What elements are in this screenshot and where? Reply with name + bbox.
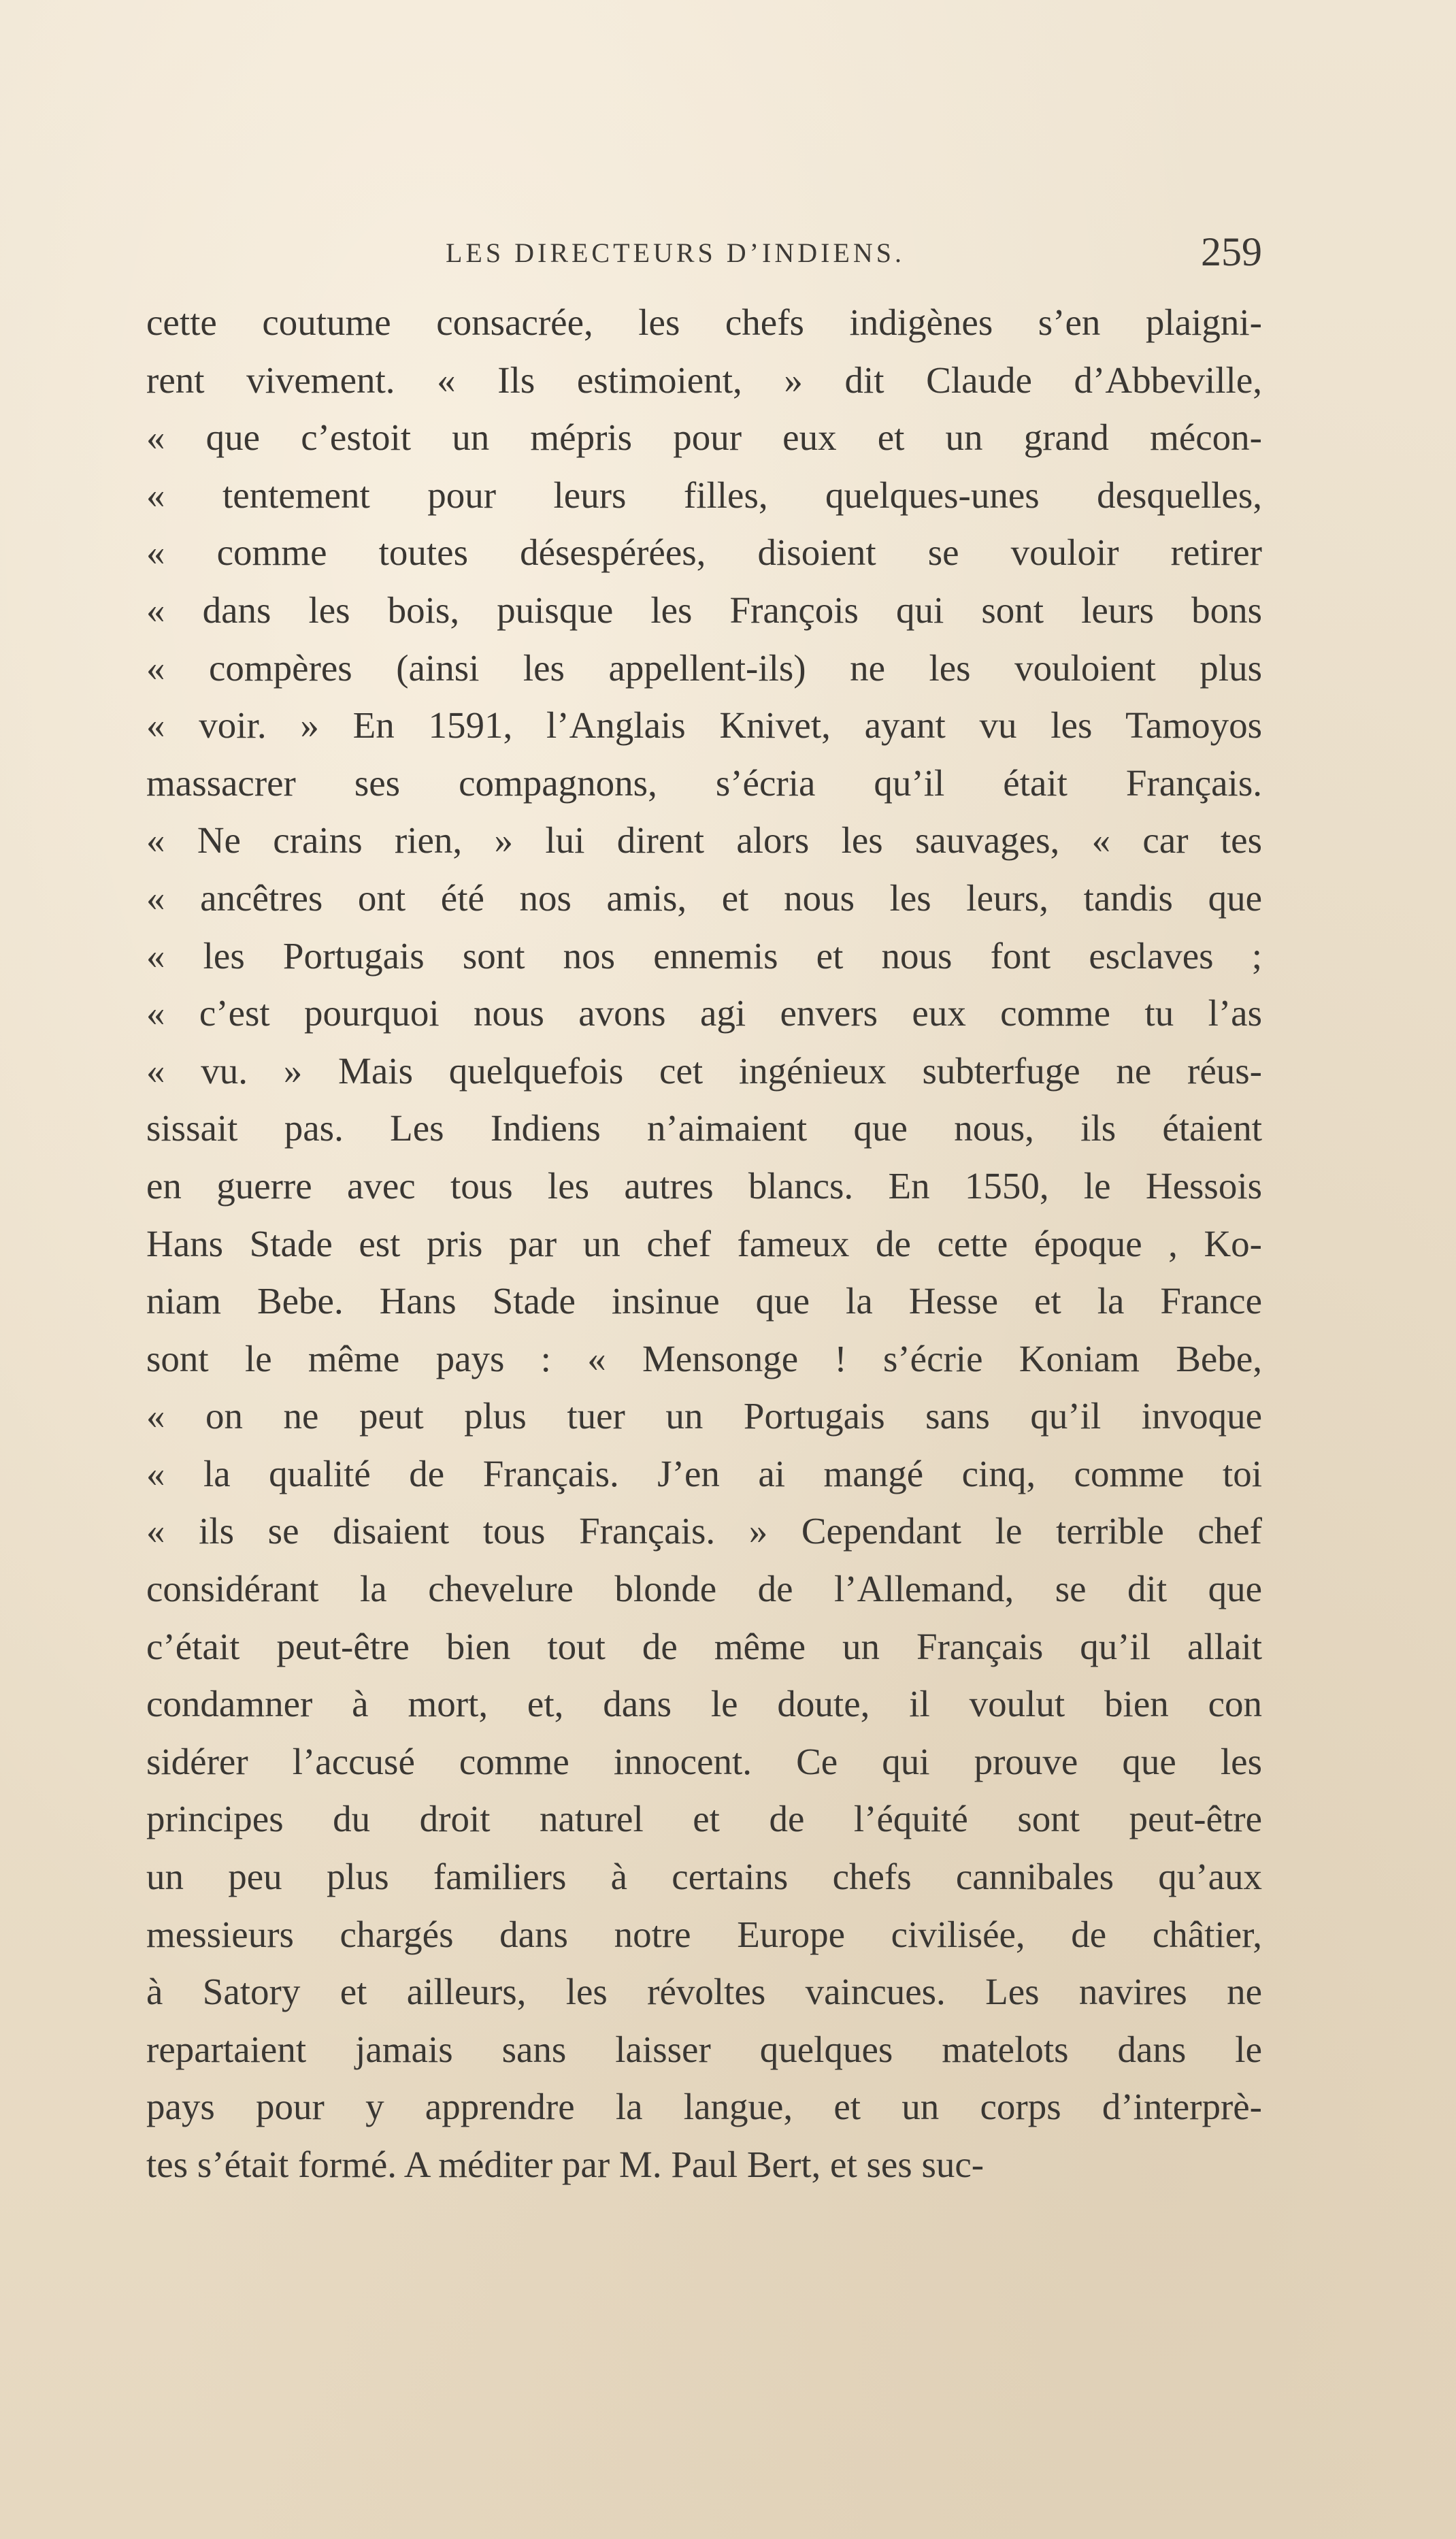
text-line: repartaient jamais sans laisser quelques matelots dans le [146, 2028, 1262, 2070]
text-line: massacrer ses compagnons, s’écria qu’il était Français. [146, 761, 1262, 804]
text-line: « ils se disaient tous Français. » Cependant le terrible chef [146, 1510, 1262, 1552]
text-line: pays pour y apprendre la langue, et un corps d’interprè- [146, 2086, 1262, 2128]
text-line: sissait pas. Les Indiens n’aimaient que nous, ils étaient [146, 1107, 1262, 1149]
text-line: « on ne peut plus tuer un Portugais sans qu’il invoque [146, 1395, 1262, 1437]
text-line: considérant la chevelure blonde de l’Allemand, se dit que [146, 1568, 1262, 1610]
text-line: « dans les bois, puisque les François qui sont leurs bons [146, 589, 1262, 631]
text-line: tes s’était formé. A méditer par M. Paul Bert, et ses suc- [146, 2144, 985, 2185]
text-line: un peu plus familiers à certains chefs cannibales qu’aux [146, 1856, 1262, 1898]
text-line: « c’est pourquoi nous avons agi envers eux comme tu l’as [146, 992, 1262, 1034]
text-line: « tentement pour leurs filles, quelques-unes desquelles, [146, 474, 1262, 516]
text-line: « vu. » Mais quelquefois cet ingénieux subterfuge ne réus- [146, 1049, 1262, 1092]
text-line: sont le même pays : « Mensonge ! s’écrie Koniam Bebe, [146, 1337, 1262, 1379]
text-line: « la qualité de Français. J’en ai mangé cinq, comme toi [146, 1452, 1262, 1494]
text-line: Hans Stade est pris par un chef fameux de cette époque , Ko- [146, 1222, 1262, 1264]
text-line: « que c’estoit un mépris pour eux et un grand mécon- [146, 416, 1262, 459]
text-line: sidérer l’accusé comme innocent. Ce qui prouve que les [146, 1740, 1262, 1782]
text-line: rent vivement. « Ils estimoient, » dit Claude d’Abbeville, [146, 359, 1262, 401]
body-text [146, 294, 1262, 2194]
text-line: cette coutume consacrée, les chefs indigènes s’en plaigni- [146, 301, 1262, 343]
text-line: « ancêtres ont été nos amis, et nous les leurs, tandis que [146, 877, 1262, 919]
text-line: c’était peut-être bien tout de même un Français qu’il allait [146, 1625, 1262, 1667]
running-head: LES DIRECTEURS D’INDIENS. [446, 237, 905, 268]
text-line: condamner à mort, et, dans le doute, il voulut bien con [146, 1683, 1262, 1725]
text-line: « comme toutes désespérées, disoient se vouloir retirer [146, 531, 1262, 574]
text-line: « Ne crains rien, » lui dirent alors les sauvages, « car tes [146, 819, 1262, 862]
text-line: en guerre avec tous les autres blancs. En 1550, le Hessois [146, 1164, 1262, 1207]
page-header [146, 230, 1262, 284]
text-line: « voir. » En 1591, l’Anglais Knivet, ayant vu les Tamoyos [146, 704, 1262, 747]
text-line: messieurs chargés dans notre Europe civilisée, de châtier, [146, 1913, 1262, 1955]
text-line: niam Bebe. Hans Stade insinue que la Hesse et la France [146, 1280, 1262, 1322]
text-line: principes du droit naturel et de l’équité sont peut-être [146, 1798, 1262, 1840]
page-number: 259 [1201, 229, 1262, 274]
text-line: « les Portugais sont nos ennemis et nous font esclaves ; [146, 934, 1262, 977]
text-line: « compères (ainsi les appellent-ils) ne les vouloient plus [146, 646, 1262, 689]
text-line: à Satory et ailleurs, les révoltes vaincues. Les navires ne [146, 1971, 1262, 2013]
